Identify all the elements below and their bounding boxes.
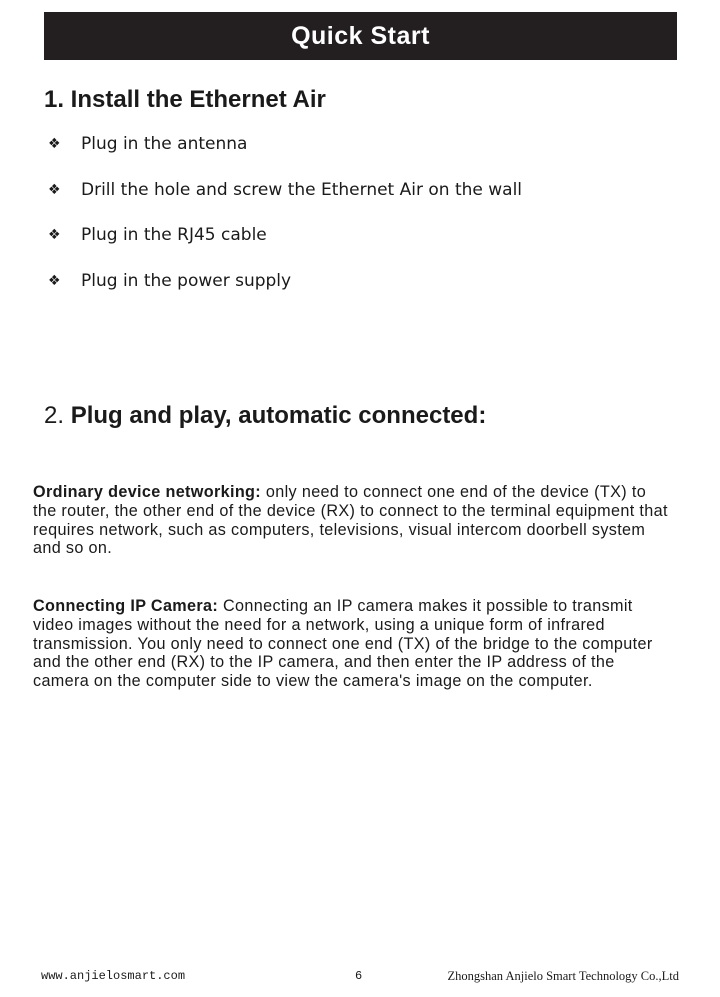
section-2-heading	[44, 400, 486, 432]
list-item	[48, 267, 522, 313]
paragraph-ip-camera	[33, 597, 673, 691]
section-1-heading: 1. Install the Ethernet Air	[44, 86, 326, 113]
footer-website: www.anjielosmart.com	[41, 969, 186, 983]
section-2-number: 2.	[44, 402, 65, 429]
step-text: Plug in the RJ45 cable	[81, 225, 267, 245]
paragraph-device-networking	[33, 483, 673, 558]
diamond-bullet-icon: ❖	[48, 227, 61, 243]
paragraph-body: only need to connect one end of the device (TX) to the router, the other end of the device (RX) to connect to the terminal equipment that requires network, such as computers, televisions, visual intercom doorbell system and so on.	[33, 483, 668, 558]
paragraph-lead: Connecting IP Camera:	[33, 597, 219, 615]
section-2-title: Plug and play, automatic connected:	[70, 402, 487, 429]
diamond-bullet-icon: ❖	[48, 181, 61, 198]
footer-company: Zhongshan Anjielo Smart Technology Co.,Ltd	[447, 969, 679, 983]
list-item	[48, 130, 522, 176]
list-item	[48, 176, 522, 222]
step-text: Plug in the antenna	[81, 134, 248, 154]
page-title: Quick Start	[291, 22, 430, 50]
list-item	[48, 221, 522, 267]
paragraph-body: Connecting an IP camera makes it possible to transmit video images without the need for a network, using a unique form of infrared transmission. You only need to connect one end (TX) of the bridge to the computer and the other end (RX) to the IP camera, and then enter the IP address of the camera on the computer side to view the camera's image on the computer.	[33, 597, 653, 691]
install-steps-list	[48, 130, 522, 312]
diamond-bullet-icon: ❖	[48, 136, 61, 152]
step-text: Drill the hole and screw the Ethernet Air on the wall	[81, 179, 523, 200]
footer-page-number: 6	[355, 969, 363, 983]
paragraph-lead: Ordinary device networking:	[33, 483, 262, 501]
page-title-bar	[44, 12, 677, 60]
step-text: Plug in the power supply	[81, 270, 292, 291]
diamond-bullet-icon: ❖	[48, 272, 61, 289]
